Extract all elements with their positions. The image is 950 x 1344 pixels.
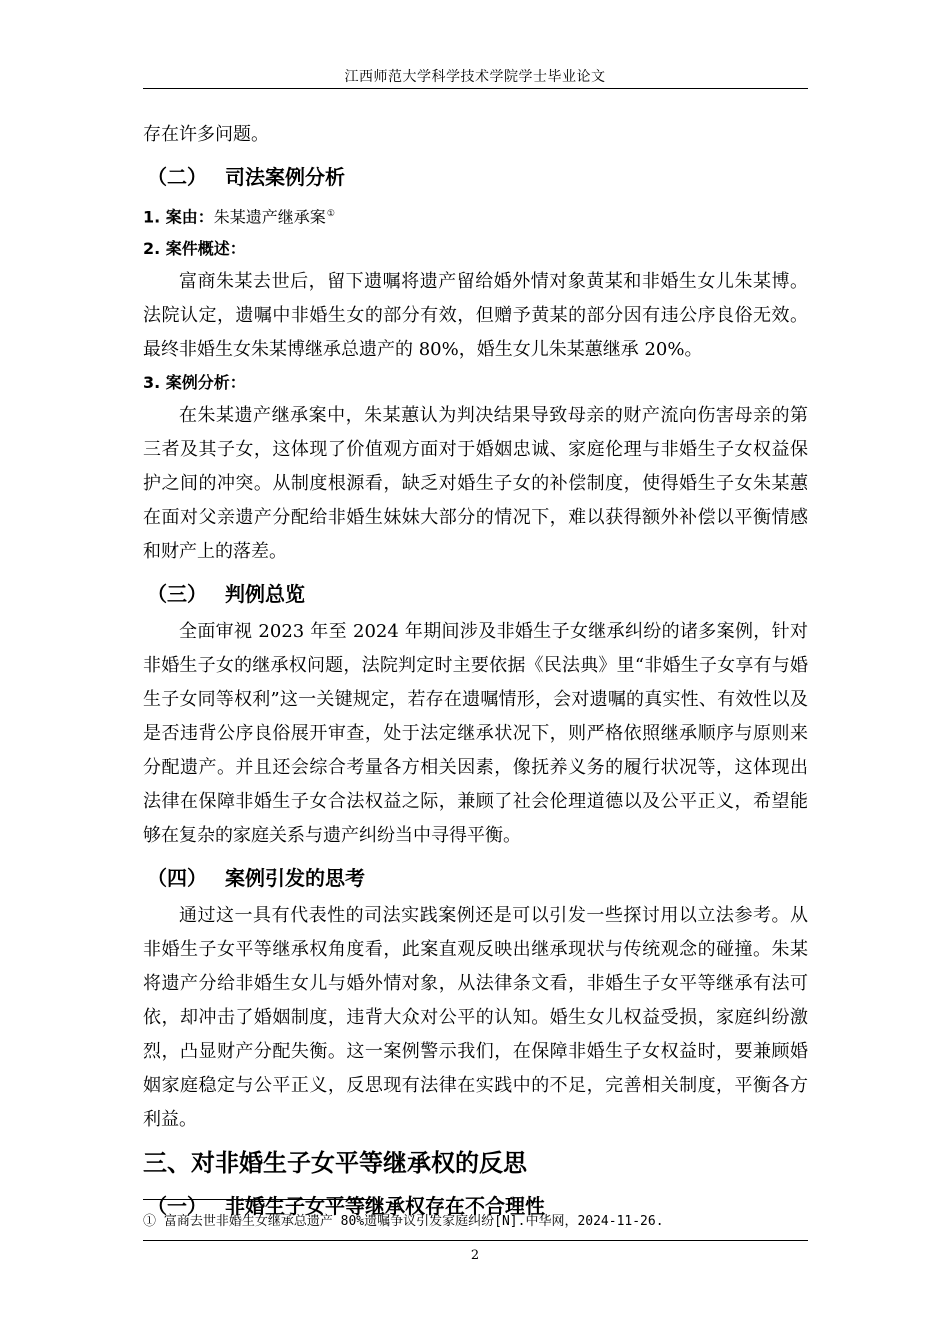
section-number: （四）	[147, 866, 207, 891]
chapter-heading: 三、对非婚生子女平等继承权的反思	[143, 1149, 527, 1178]
section-heading-2	[143, 162, 808, 192]
section-number: （二）	[147, 165, 207, 189]
section-title: 案例引发的思考	[225, 866, 365, 891]
main-content	[143, 118, 808, 1227]
case-overview-summary-paragraph: 全面审视 2023 年至 2024 年期间涉及非婚生子女继承纠纷的诸多案例，针对非婚生子女的继承权问题，法院判定时主要依据《民法典》里“非婚生子女享有与婚生子女同等权利”这一关键规定，若存在遗嘱情形，会对遗嘱的真实性、有效性以及是否违背公序良俗展开审查，处于法定继承状况下，则严格依照继承顺序与原则来分配遗产。并且还会综合考量各方相关因素，像抚养义务的履行状况等，这体现出法律在保障非婚生子女合法权益之际，兼顾了社会伦理道德以及公平正义，希望能够在复杂的家庭关系与遗产纠纷当中寻得平衡。	[143, 621, 808, 847]
section-heading-3	[143, 579, 808, 609]
section-title: 判例总览	[225, 582, 305, 607]
footnote-rule	[143, 1199, 373, 1200]
case-cause-text: 朱某遗产继承案	[213, 207, 326, 227]
case-analysis-paragraph: 在朱某遗产继承案中，朱某蕙认为判决结果导致母亲的财产流向伤害母亲的第三者及其子女，这体现了价值观方面对于婚姻忠诚、家庭伦理与非婚生子女权益保护之间的冲突。从制度根源看，缺乏对婚生子女的补偿制度，使得婚生子女朱某蕙在面对父亲遗产分配给非婚生妹妹大部分的情况下，难以获得额外补偿以平衡情感和财产上的落差。	[143, 405, 808, 563]
footer-rule	[143, 1240, 808, 1241]
header-rule	[143, 88, 808, 89]
case-cause-label: 1. 案由：	[143, 207, 214, 227]
case-overview-label-line	[143, 233, 808, 265]
section-title: 司法案例分析	[225, 165, 345, 189]
section-number: （一）	[147, 1194, 207, 1219]
reflection-paragraph: 通过这一具有代表性的司法实践案例还是可以引发一些探讨用以立法参考。从非婚生子女平等继承权角度看，此案直观反映出继承现状与传统观念的碰撞。朱某将遗产分给非婚生女儿与婚外情对象，从法律条文看，非婚生子女平等继承有法可依，却冲击了婚姻制度，违背大众对公平的认知。婚生女儿权益受损，家庭纠纷激烈，凸显财产分配失衡。这一案例警示我们，在保障非婚生子女权益时，要兼顾婚姻家庭稳定与公平正义，反思现有法律在实践中的不足，完善相关制度，平衡各方利益。	[143, 905, 808, 1131]
case-overview-paragraph: 富商朱某去世后，留下遗嘱将遗产留给婚外情对象黄某和非婚生女儿朱某博。法院认定，遗嘱中非婚生女的部分有效，但赠予黄某的部分因有违公序良俗无效。最终非婚生女朱某博继承总遗产的 80%，婚生女儿朱某蕙继承 20%。	[143, 271, 808, 361]
running-header: 江西师范大学科学技术学院学士毕业论文	[344, 69, 606, 85]
case-cause	[143, 198, 808, 233]
case-analysis-label: 3. 案例分析：	[143, 373, 246, 393]
section-title: 非婚生子女平等继承权存在不合理性	[225, 1194, 545, 1219]
case-overview-label: 2. 案件概述：	[143, 239, 246, 259]
footnote: ① 富商去世非婚生女继承总遗产 80%遗嘱争议引发家庭纠纷[N].中华网，2024-11-26.	[143, 1214, 664, 1229]
case-analysis-label-line	[143, 367, 808, 399]
section-number: （三）	[147, 582, 207, 607]
continuation-paragraph: 存在许多问题。	[143, 124, 269, 145]
footnote-ref[interactable]: ①	[326, 209, 335, 219]
section-heading-4	[143, 863, 808, 893]
page-number: 2	[470, 1248, 480, 1263]
